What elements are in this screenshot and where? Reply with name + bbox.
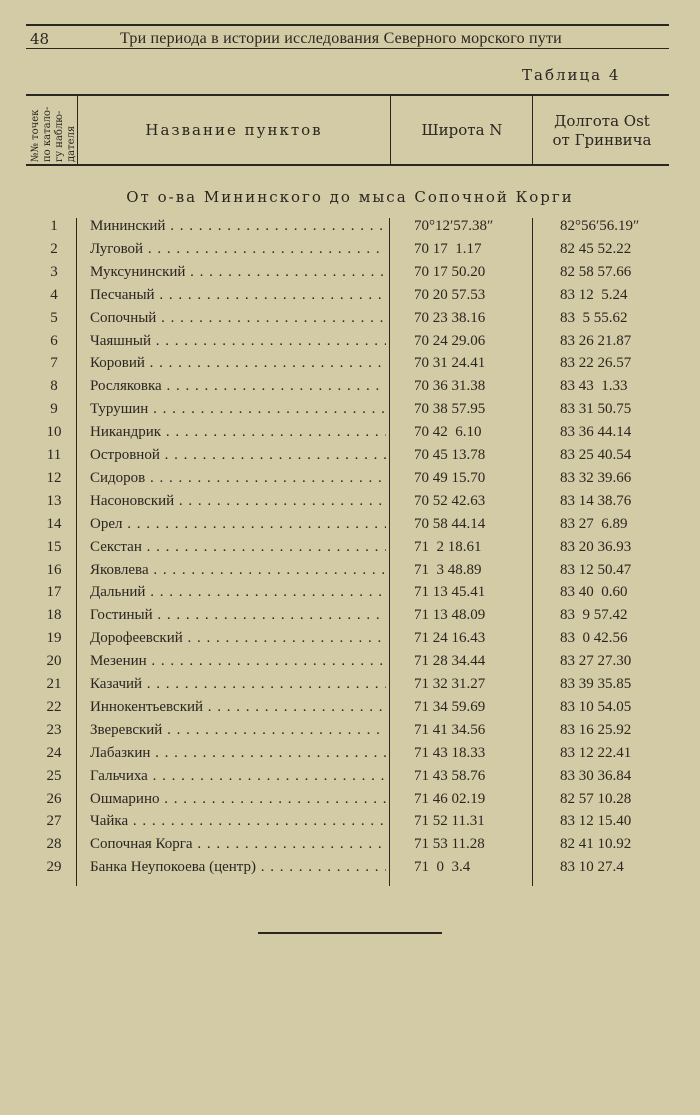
latitude: 71 3 48.89 bbox=[414, 561, 482, 578]
table-top-rule bbox=[26, 94, 669, 96]
point-name: Островной . . . bbox=[90, 447, 386, 464]
header-num-line: по катало- bbox=[42, 106, 53, 162]
longitude: 83 16 25.92 bbox=[560, 721, 632, 738]
table-row bbox=[0, 401, 700, 423]
longitude: 83 43 1.33 bbox=[560, 378, 628, 395]
row-number: 16 bbox=[46, 561, 62, 578]
row-number: 9 bbox=[50, 401, 58, 418]
latitude: 71 13 48.09 bbox=[414, 607, 486, 624]
latitude: 71 53 11.28 bbox=[414, 836, 485, 853]
latitude: 71 46 02.19 bbox=[414, 790, 486, 807]
point-name: Казачий . . . bbox=[90, 676, 386, 693]
header-number-column bbox=[28, 98, 84, 162]
point-name: Чайка . . . bbox=[90, 813, 386, 830]
header-longitude-line1: Долгота Ost bbox=[554, 112, 650, 130]
longitude: 83 10 27.4 bbox=[560, 859, 624, 876]
longitude: 82 58 57.66 bbox=[560, 263, 632, 280]
point-name: Дорофеевский . . . bbox=[90, 630, 386, 647]
table-row bbox=[0, 722, 700, 744]
latitude: 71 13 45.41 bbox=[414, 584, 486, 601]
table-row bbox=[0, 378, 700, 400]
latitude: 70 23 38.16 bbox=[414, 309, 486, 326]
longitude: 82 41 10.92 bbox=[560, 836, 632, 853]
latitude: 70 49 15.70 bbox=[414, 469, 486, 486]
latitude: 71 43 58.76 bbox=[414, 767, 486, 784]
header-latitude: Широта N bbox=[421, 121, 503, 139]
row-number: 17 bbox=[46, 584, 62, 601]
running-head: Три периода в истории исследования Северного морского пути bbox=[120, 30, 562, 47]
latitude: 70 17 1.17 bbox=[414, 240, 482, 257]
table-row bbox=[0, 493, 700, 515]
latitude: 70 58 44.14 bbox=[414, 515, 486, 532]
table-row bbox=[0, 424, 700, 446]
latitude: 70 45 13.78 bbox=[414, 447, 486, 463]
point-name: Орел . . . bbox=[90, 516, 386, 533]
table-row bbox=[0, 745, 700, 767]
latitude: 71 0 3.4 bbox=[414, 859, 471, 876]
point-name: Мининский . . . bbox=[90, 218, 386, 235]
latitude: 71 41 34.56 bbox=[414, 721, 486, 738]
header-name: Название пунктов bbox=[145, 121, 323, 139]
row-number: 12 bbox=[46, 469, 62, 486]
latitude: 71 2 18.61 bbox=[414, 538, 482, 555]
column-divider bbox=[532, 96, 533, 164]
header-longitude bbox=[534, 112, 670, 150]
table-row bbox=[0, 562, 700, 584]
longitude: 83 0 42.56 bbox=[560, 630, 628, 647]
point-name: Сидоров . . . bbox=[90, 470, 386, 487]
table-row bbox=[0, 607, 700, 629]
longitude: 83 39 35.85 bbox=[560, 676, 632, 692]
page-number: 48 bbox=[30, 30, 50, 48]
row-number: 25 bbox=[46, 767, 62, 784]
latitude: 71 28 34.44 bbox=[414, 653, 486, 670]
longitude: 83 12 22.41 bbox=[560, 744, 632, 761]
column-divider bbox=[390, 96, 391, 164]
row-number: 2 bbox=[50, 240, 58, 257]
row-number: 19 bbox=[46, 630, 62, 647]
table-row bbox=[0, 447, 700, 469]
longitude: 82 45 52.22 bbox=[560, 240, 632, 257]
longitude: 83 26 21.87 bbox=[560, 332, 632, 349]
table-row bbox=[0, 791, 700, 813]
row-number: 29 bbox=[46, 859, 62, 876]
header-num-line: №№ точек bbox=[30, 109, 41, 162]
row-number: 7 bbox=[50, 355, 58, 372]
point-name: Росляковка . . . bbox=[90, 378, 386, 395]
table-row bbox=[0, 539, 700, 561]
longitude: 83 27 27.30 bbox=[560, 653, 632, 670]
row-number: 4 bbox=[50, 286, 58, 303]
latitude: 70 38 57.95 bbox=[414, 401, 486, 418]
latitude: 71 43 18.33 bbox=[414, 744, 486, 761]
table-row bbox=[0, 676, 700, 698]
longitude: 83 12 5.24 bbox=[560, 286, 628, 303]
table-row bbox=[0, 470, 700, 492]
longitude: 83 12 15.40 bbox=[560, 813, 632, 830]
point-name: Сопочная Корга . . . bbox=[90, 836, 386, 853]
longitude: 82°56′56.19″ bbox=[560, 218, 640, 234]
table-row bbox=[0, 813, 700, 835]
point-name: Муксунинский . . . bbox=[90, 264, 386, 281]
longitude: 83 22 26.57 bbox=[560, 355, 632, 372]
latitude: 70°12′57.38″ bbox=[414, 218, 494, 234]
point-name: Секстан . . . bbox=[90, 539, 386, 556]
row-number: 20 bbox=[46, 653, 62, 670]
table-row bbox=[0, 630, 700, 652]
row-number: 26 bbox=[46, 790, 62, 807]
longitude: 83 30 36.84 bbox=[560, 767, 632, 784]
point-name: Песчаный . . . bbox=[90, 287, 386, 304]
column-divider bbox=[77, 96, 78, 164]
table-row bbox=[0, 355, 700, 377]
row-number: 11 bbox=[46, 447, 62, 463]
row-number: 23 bbox=[46, 721, 62, 738]
point-name: Зверевский . . . bbox=[90, 722, 386, 739]
point-name: Луговой . . . bbox=[90, 241, 386, 258]
table-row bbox=[0, 584, 700, 606]
table-row bbox=[0, 287, 700, 309]
header-num-line: гу наблю- bbox=[54, 110, 65, 162]
point-name: Насоновский . . . bbox=[90, 493, 386, 510]
longitude: 82 57 10.28 bbox=[560, 790, 632, 807]
table-row bbox=[0, 333, 700, 355]
longitude: 83 31 50.75 bbox=[560, 401, 632, 418]
top-rule bbox=[26, 24, 669, 26]
point-name: Гостиный . . . bbox=[90, 607, 386, 624]
latitude: 71 32 31.27 bbox=[414, 676, 486, 692]
row-number: 27 bbox=[46, 813, 62, 830]
latitude: 70 36 31.38 bbox=[414, 378, 486, 395]
point-name: Яковлева . . . bbox=[90, 562, 386, 579]
longitude: 83 40 0.60 bbox=[560, 584, 628, 601]
row-number: 1 bbox=[50, 218, 58, 234]
latitude: 71 52 11.31 bbox=[414, 813, 485, 830]
longitude: 83 12 50.47 bbox=[560, 561, 632, 578]
row-number: 3 bbox=[50, 263, 58, 280]
table-row bbox=[0, 264, 700, 286]
latitude: 70 24 29.06 bbox=[414, 332, 486, 349]
point-name: Дальний . . . bbox=[90, 584, 386, 601]
latitude: 71 24 16.43 bbox=[414, 630, 486, 647]
header-num-line: дателя bbox=[66, 125, 77, 162]
row-number: 24 bbox=[46, 744, 62, 761]
point-name: Ошмарино . . . bbox=[90, 791, 386, 808]
longitude: 83 14 38.76 bbox=[560, 492, 632, 509]
point-name: Банка Неупокоева (центр) . . . bbox=[90, 859, 386, 876]
latitude: 70 52 42.63 bbox=[414, 492, 486, 509]
head-rule bbox=[26, 48, 669, 49]
table-row bbox=[0, 218, 700, 240]
latitude: 70 31 24.41 bbox=[414, 355, 486, 372]
row-number: 8 bbox=[50, 378, 58, 395]
row-number: 13 bbox=[46, 492, 62, 509]
table-row bbox=[0, 653, 700, 675]
table-row bbox=[0, 516, 700, 538]
longitude: 83 32 39.66 bbox=[560, 469, 632, 486]
header-bottom-rule bbox=[26, 164, 669, 166]
table-row bbox=[0, 310, 700, 332]
longitude: 83 36 44.14 bbox=[560, 424, 632, 441]
row-number: 6 bbox=[50, 332, 58, 349]
longitude: 83 10 54.05 bbox=[560, 698, 632, 715]
row-number: 28 bbox=[46, 836, 62, 853]
longitude: 83 25 40.54 bbox=[560, 447, 632, 463]
latitude: 70 17 50.20 bbox=[414, 263, 486, 280]
row-number: 21 bbox=[46, 676, 62, 692]
point-name: Турушин . . . bbox=[90, 401, 386, 418]
point-name: Коровий . . . bbox=[90, 355, 386, 372]
row-number: 10 bbox=[46, 424, 62, 441]
latitude: 70 42 6.10 bbox=[414, 424, 482, 441]
latitude: 71 34 59.69 bbox=[414, 698, 486, 715]
table-label: Таблица 4 bbox=[522, 66, 621, 84]
point-name: Лабазкин . . . bbox=[90, 745, 386, 762]
table-row bbox=[0, 699, 700, 721]
end-rule bbox=[258, 932, 442, 934]
point-name: Сопочный . . . bbox=[90, 310, 386, 327]
table-row bbox=[0, 241, 700, 263]
longitude: 83 9 57.42 bbox=[560, 607, 628, 624]
table-row bbox=[0, 768, 700, 790]
row-number: 14 bbox=[46, 515, 62, 532]
row-number: 22 bbox=[46, 698, 62, 715]
point-name: Мезенин . . . bbox=[90, 653, 386, 670]
longitude: 83 5 55.62 bbox=[560, 309, 628, 326]
section-title: От о-ва Мининского до мыса Сопочной Корги bbox=[126, 188, 574, 206]
latitude: 70 20 57.53 bbox=[414, 286, 486, 303]
table-row bbox=[0, 859, 700, 881]
longitude: 83 20 36.93 bbox=[560, 538, 632, 555]
point-name: Гальчиха . . . bbox=[90, 768, 386, 785]
point-name: Чаяшный . . . bbox=[90, 333, 386, 350]
table-row bbox=[0, 836, 700, 858]
row-number: 18 bbox=[46, 607, 62, 624]
row-number: 15 bbox=[46, 538, 62, 555]
point-name: Никандрик . . . bbox=[90, 424, 386, 441]
longitude: 83 27 6.89 bbox=[560, 515, 628, 532]
row-number: 5 bbox=[50, 309, 58, 326]
point-name: Иннокентьевский . . . bbox=[90, 699, 386, 716]
header-longitude-line2: от Гринвича bbox=[552, 131, 652, 149]
